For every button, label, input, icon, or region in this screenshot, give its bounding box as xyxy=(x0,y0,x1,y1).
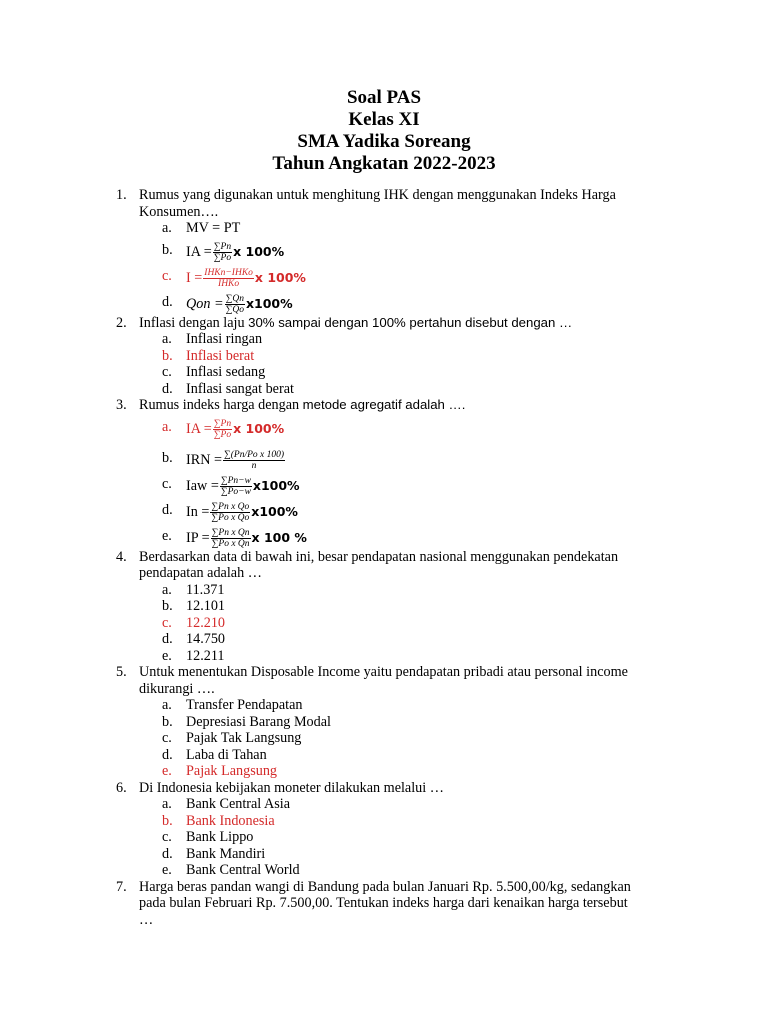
formula-suffix: x100% xyxy=(252,477,300,493)
fraction-numerator: ∑Pn xyxy=(213,418,232,429)
option-text: 14.750 xyxy=(186,631,226,647)
formula-prefix: IRN = xyxy=(186,451,222,468)
option-letter: e. xyxy=(162,527,172,544)
option-text: Bank Lippo xyxy=(186,829,254,845)
option-letter: d. xyxy=(162,845,173,862)
option-text: Depresiasi Barang Modal xyxy=(186,713,331,730)
option-4d xyxy=(0,631,768,648)
option-letter: a. xyxy=(162,418,172,435)
option-letter: b. xyxy=(162,449,173,466)
formula-suffix: x 100% xyxy=(254,269,306,285)
fraction-denominator: ∑Po xyxy=(213,252,232,263)
option-text: 11.371 xyxy=(186,581,225,598)
option-formula xyxy=(186,528,307,549)
formula-suffix: x 100% xyxy=(233,420,285,436)
option-letter: a. xyxy=(162,697,172,713)
question-number: 2. xyxy=(116,314,127,331)
fraction-denominator: n xyxy=(251,460,257,471)
question-text: Berdasarkan data di bawah ini, besar pendapatan nasional menggunakan pendekatan pendapatan adalah … xyxy=(139,548,619,581)
question-text-part: metode agregatif adalah …. xyxy=(302,397,466,412)
option-2d xyxy=(0,381,768,398)
question-text xyxy=(139,315,639,332)
option-text: Bank Central Asia xyxy=(186,796,291,812)
option-letter: a. xyxy=(162,220,172,236)
option-6c xyxy=(0,829,768,846)
option-formula xyxy=(186,242,284,263)
option-text: Inflasi ringan xyxy=(186,331,263,347)
option-1c-answer xyxy=(0,263,768,289)
question-text: Harga beras pandan wangi di Bandung pada bulan Januari Rp. 5.500,00/kg, sedangkan pada bulan Februari Rp. 7.500,00. Tentukan indeks harga dari kenaikan harga tersebut … xyxy=(139,878,631,928)
option-4c-answer xyxy=(0,615,768,632)
formula-fraction xyxy=(225,294,245,315)
option-6d xyxy=(0,846,768,863)
fraction-numerator: ∑(Pn/Po x 100) xyxy=(223,449,285,460)
question-number: 1. xyxy=(116,187,127,203)
option-text: Bank Central World xyxy=(186,862,300,878)
question-number: 3. xyxy=(116,397,127,413)
option-letter: d. xyxy=(162,631,173,647)
formula-fraction xyxy=(213,419,232,440)
formula-fraction xyxy=(203,268,254,289)
option-6a xyxy=(0,796,768,813)
option-text: Pajak Tak Langsung xyxy=(186,730,302,746)
formula-suffix: x 100 % xyxy=(251,529,307,545)
question-text-part: Inflasi dengan laju xyxy=(139,314,249,331)
option-4b xyxy=(0,598,768,615)
option-3c xyxy=(0,471,768,497)
formula-fraction xyxy=(223,450,285,471)
option-6b-answer xyxy=(0,813,768,830)
question-text-part: Rumus indeks harga dengan xyxy=(139,397,303,413)
question-number: 7. xyxy=(116,878,127,895)
option-letter: e. xyxy=(162,647,172,664)
formula-fraction xyxy=(213,242,232,263)
option-letter: d. xyxy=(162,380,173,397)
fraction-denominator: ∑Qo xyxy=(225,304,244,315)
question-text: Di Indonesia kebijakan moneter dilakukan melalui … xyxy=(139,779,444,796)
option-formula xyxy=(186,502,298,523)
option-formula xyxy=(186,476,300,497)
option-text: 12.210 xyxy=(186,614,226,631)
fraction-denominator: ∑Po x Qo xyxy=(211,512,250,523)
fraction-numerator: ∑Pn x Qn xyxy=(211,527,250,538)
formula-suffix: x100% xyxy=(251,503,298,519)
option-2b-answer xyxy=(0,348,768,365)
option-3e xyxy=(0,523,768,549)
option-letter: a. xyxy=(162,581,172,598)
option-text: MV = PT xyxy=(186,220,241,236)
option-text: 12.101 xyxy=(186,598,226,614)
question-text xyxy=(139,397,639,414)
option-text: Pajak Langsung xyxy=(186,763,278,779)
formula-prefix: IA = xyxy=(186,420,212,437)
option-letter: c. xyxy=(162,475,172,492)
formula-fraction xyxy=(220,476,252,497)
formula-prefix: In = xyxy=(186,503,210,520)
fraction-numerator: ∑Pn−w xyxy=(220,475,251,486)
option-letter: e. xyxy=(162,763,172,779)
question-4 xyxy=(0,549,768,582)
header-school: SMA Yadika Soreang xyxy=(297,131,471,152)
fraction-denominator: IHKo xyxy=(218,278,240,289)
option-text: Laba di Tahan xyxy=(186,746,267,763)
option-letter: a. xyxy=(162,796,172,812)
fraction-numerator: ∑Qn xyxy=(225,293,244,304)
option-5a xyxy=(0,697,768,714)
question-number: 5. xyxy=(116,664,127,680)
question-6 xyxy=(0,780,768,797)
formula-suffix: x 100% xyxy=(233,243,285,259)
option-letter: d. xyxy=(162,293,173,310)
formula-suffix: x100% xyxy=(245,295,293,311)
option-text: Bank Mandiri xyxy=(186,845,266,862)
option-letter: b. xyxy=(162,713,173,730)
formula-prefix: I = xyxy=(186,269,203,286)
formula-prefix: IA = xyxy=(186,243,212,260)
option-letter: b. xyxy=(162,812,173,829)
fraction-denominator: ∑Po x Qn xyxy=(211,538,250,549)
option-3d xyxy=(0,497,768,523)
option-3a-answer xyxy=(0,414,768,440)
option-letter: b. xyxy=(162,347,173,364)
option-letter: b. xyxy=(162,241,173,258)
option-letter: e. xyxy=(162,862,172,878)
option-5c xyxy=(0,730,768,747)
option-text: Transfer Pendapatan xyxy=(186,697,303,713)
question-text: Untuk menentukan Disposable Income yaitu pendapatan pribadi atau personal income dikurangi …. xyxy=(139,664,628,697)
option-2c xyxy=(0,364,768,381)
formula-fraction xyxy=(211,528,251,549)
option-1b xyxy=(0,237,768,263)
option-formula xyxy=(186,294,293,315)
document-header xyxy=(0,87,768,175)
option-text: Bank Indonesia xyxy=(186,812,275,829)
formula-fraction xyxy=(210,502,250,523)
question-2 xyxy=(0,315,768,332)
option-5e-answer xyxy=(0,763,768,780)
option-text: Inflasi berat xyxy=(186,347,255,364)
option-6e xyxy=(0,862,768,879)
option-4a xyxy=(0,582,768,599)
fraction-denominator: ∑Po−w xyxy=(220,486,251,497)
header-class: Kelas XI xyxy=(348,109,420,130)
option-5d xyxy=(0,747,768,764)
option-formula xyxy=(186,419,284,440)
option-formula xyxy=(186,450,286,471)
question-5 xyxy=(0,664,768,697)
option-3b xyxy=(0,440,768,471)
question-7 xyxy=(0,879,768,929)
option-letter: d. xyxy=(162,501,173,518)
option-letter: c. xyxy=(162,614,172,631)
option-text: 12.211 xyxy=(186,647,225,664)
header-title: Soal PAS xyxy=(346,87,422,108)
fraction-numerator: ∑Pn xyxy=(213,241,232,252)
option-letter: c. xyxy=(162,829,172,845)
option-letter: c. xyxy=(162,730,172,746)
formula-prefix: Iaw = xyxy=(186,477,219,494)
option-1d xyxy=(0,289,768,315)
option-1a xyxy=(0,220,768,237)
option-letter: d. xyxy=(162,746,173,763)
fraction-numerator: ∑Pn x Qo xyxy=(211,501,250,512)
question-text-part: 30% sampai dengan 100% pertahun disebut dengan … xyxy=(248,314,573,330)
option-letter: a. xyxy=(162,331,172,347)
option-2a xyxy=(0,331,768,348)
fraction-denominator: ∑Po xyxy=(213,429,232,440)
option-letter: b. xyxy=(162,598,173,614)
question-list xyxy=(0,187,768,928)
question-number: 4. xyxy=(116,548,127,565)
header-year: Tahun Angkatan 2022-2023 xyxy=(272,153,496,174)
option-formula xyxy=(186,268,306,289)
question-number: 6. xyxy=(116,779,127,796)
option-4e xyxy=(0,648,768,665)
option-text: Inflasi sangat berat xyxy=(186,380,294,397)
fraction-numerator: IHKn−IHKo xyxy=(204,267,253,278)
option-5b xyxy=(0,714,768,731)
formula-prefix: Qon = xyxy=(186,295,224,312)
formula-prefix: IP = xyxy=(186,529,210,546)
question-1 xyxy=(0,187,768,220)
option-text: Inflasi sedang xyxy=(186,364,266,380)
option-letter: c. xyxy=(162,267,172,284)
question-text: Rumus yang digunakan untuk menghitung IHK dengan menggunakan Indeks Harga Konsumen…. xyxy=(139,187,616,220)
question-3 xyxy=(0,397,768,414)
option-letter: c. xyxy=(162,364,172,380)
